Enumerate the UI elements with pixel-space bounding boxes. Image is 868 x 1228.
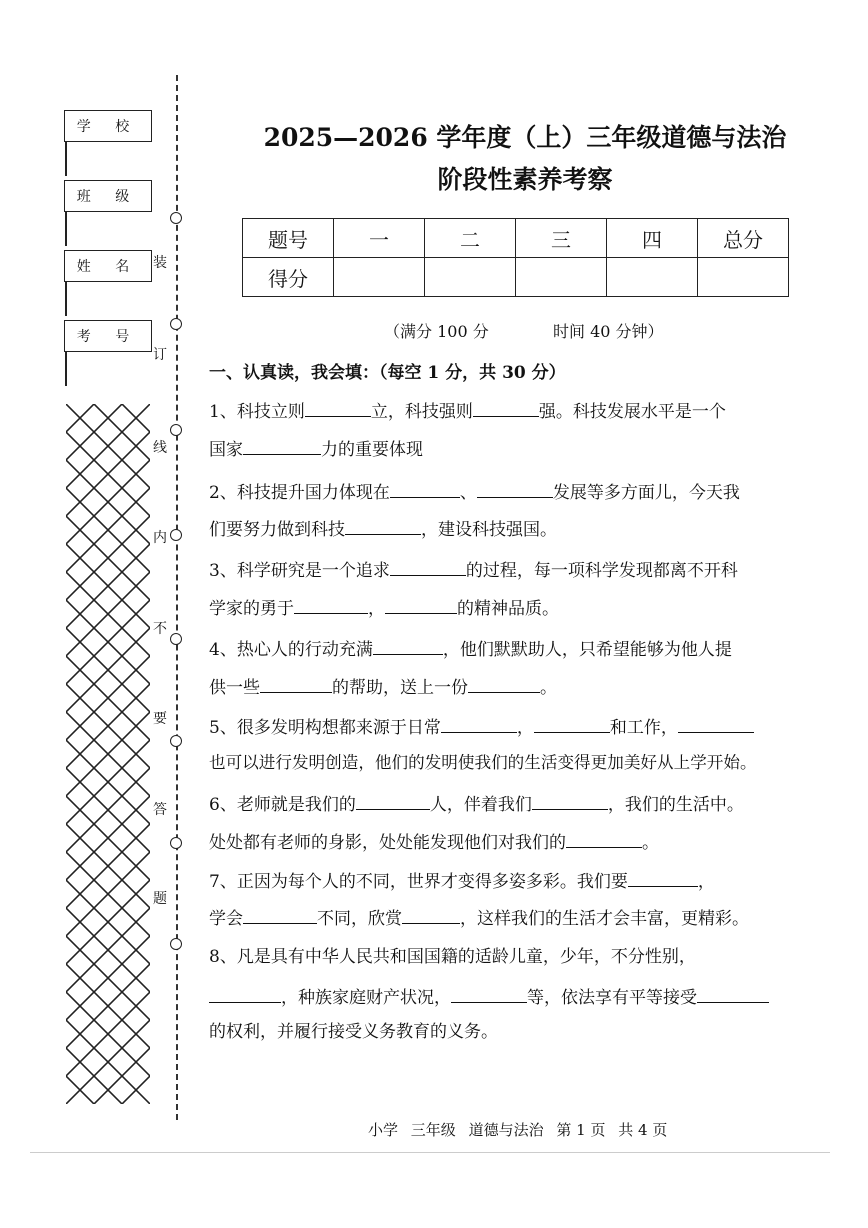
binding-hole [170,735,182,747]
binding-hole [170,212,182,224]
question-1-line-1: 1、科技立则 立，科技强则 强。科技发展水平是一个 [209,398,726,424]
footer-page: 第 1 页 [556,1121,606,1139]
score-header-cell: 总分 [698,219,789,258]
answer-blank[interactable] [534,714,610,733]
binding-char: 答 [153,802,167,818]
binding-hole [170,837,182,849]
page-footer [368,1119,675,1140]
answer-blank[interactable] [473,398,539,417]
binding-hole [170,529,182,541]
exam-number-label: 考 号 [65,321,152,352]
binding-char: 线 [153,440,167,456]
question-4-line-2: 供一些 的帮助，送上一份 。 [209,674,557,700]
answer-blank[interactable] [243,436,321,455]
binding-hole [170,318,182,330]
school-label: 学 校 [65,111,152,142]
answer-blank[interactable] [566,829,642,848]
question-5-line-1: 5、很多发明构想都来源于日常 ， 和工作， [209,714,754,740]
class-field[interactable] [65,212,67,246]
answer-blank[interactable] [385,595,457,614]
question-8-line-1: 8、凡是具有中华人民共和国国籍的适龄儿童，少年，不分性别， [209,947,696,967]
binding-line [176,75,178,1120]
footer-subject: 道德与法治 [468,1121,544,1139]
answer-blank[interactable] [260,674,332,693]
binding-char: 不 [153,621,167,637]
question-2-line-1: 2、科技提升国力体现在 、 发展等多方面儿，今天我 [209,479,740,505]
binding-hole [170,633,182,645]
question-3-line-1: 3、科学研究是一个追求 的过程，每一项科学发现都离不开科 [209,557,738,583]
binding-char: 内 [153,530,167,546]
answer-blank[interactable] [468,674,540,693]
answer-blank[interactable] [390,479,460,498]
question-7-line-2: 学会 不同，欣赏 ，这样我们的生活才会丰富，更精彩。 [209,905,749,931]
question-8-line-2: ，种族家庭财产状况， 等，依法享有平等接受 [209,984,769,1010]
class-label: 班 级 [65,181,152,212]
score-header-cell: 二 [425,219,516,258]
question-2-line-2: 们要努力做到科技 ，建设科技强国。 [209,516,557,542]
school-field[interactable] [65,142,67,176]
question-6-line-2: 处处都有老师的身影，处处能发现他们对我们的 。 [209,829,659,855]
answer-blank[interactable] [294,595,368,614]
binding-char: 题 [153,891,167,907]
exam-title: 2025—2026 学年度（上）三年级道德与法治 [263,123,787,152]
score-row-label: 得分 [243,258,334,297]
exam-time: 时间 40 分钟） [553,322,664,341]
score-cell[interactable] [698,258,789,297]
answer-blank[interactable] [305,398,371,417]
lattice-decoration [66,404,150,1104]
score-header-cell: 题号 [243,219,334,258]
student-info-table [64,110,152,390]
page-bottom-rule [30,1152,830,1153]
answer-blank[interactable] [441,714,517,733]
binding-char: 订 [153,347,167,363]
question-6-line-1: 6、老师就是我们的 人，伴着我们 ，我们的生活中。 [209,791,744,817]
score-header-cell: 三 [516,219,607,258]
answer-blank[interactable] [373,636,443,655]
answer-blank[interactable] [402,905,460,924]
answer-blank[interactable] [532,791,608,810]
answer-blank[interactable] [209,984,281,1003]
question-5-line-2: 也可以进行发明创造，他们的发明使我们的生活变得更加美好从上学开始。 [209,753,757,772]
question-7-line-1: 7、正因为每个人的不同，世界才变得多姿多彩。我们要 ， [209,868,715,894]
answer-blank[interactable] [390,557,466,576]
answer-blank[interactable] [678,714,754,733]
answer-blank[interactable] [345,516,421,535]
score-header-cell: 四 [607,219,698,258]
exam-subtitle: 阶段性素养考察 [437,165,613,194]
answer-blank[interactable] [451,984,527,1003]
full-score: （满分 100 分 [384,322,489,341]
score-header-cell: 一 [334,219,425,258]
binding-hole [170,938,182,950]
exam-number-field[interactable] [65,352,67,386]
answer-blank[interactable] [243,905,317,924]
score-cell[interactable] [516,258,607,297]
binding-char: 装 [153,255,167,271]
answer-blank[interactable] [628,868,698,887]
section-title: 一、认真读，我会填：（每空 1 分，共 30 分） [209,363,566,383]
score-cell[interactable] [425,258,516,297]
footer-total: 共 4 页 [618,1121,668,1139]
footer-grade: 三年级 [410,1121,456,1139]
footer-level: 小学 [368,1121,399,1139]
score-cell[interactable] [607,258,698,297]
binding-hole [170,424,182,436]
answer-blank[interactable] [697,984,769,1003]
answer-blank[interactable] [356,791,430,810]
score-cell[interactable] [334,258,425,297]
question-3-line-2: 学家的勇于 ， 的精神品质。 [209,595,559,621]
answer-blank[interactable] [477,479,553,498]
name-field[interactable] [65,282,67,316]
question-1-line-2: 国家 力的重要体现 [209,436,423,462]
question-4-line-1: 4、热心人的行动充满 ，他们默默助人，只希望能够为他人提 [209,636,732,662]
binding-char: 要 [153,711,167,727]
question-8-line-3: 的权利，并履行接受义务教育的义务。 [209,1022,498,1042]
score-table [242,218,789,297]
name-label: 姓 名 [65,251,152,282]
